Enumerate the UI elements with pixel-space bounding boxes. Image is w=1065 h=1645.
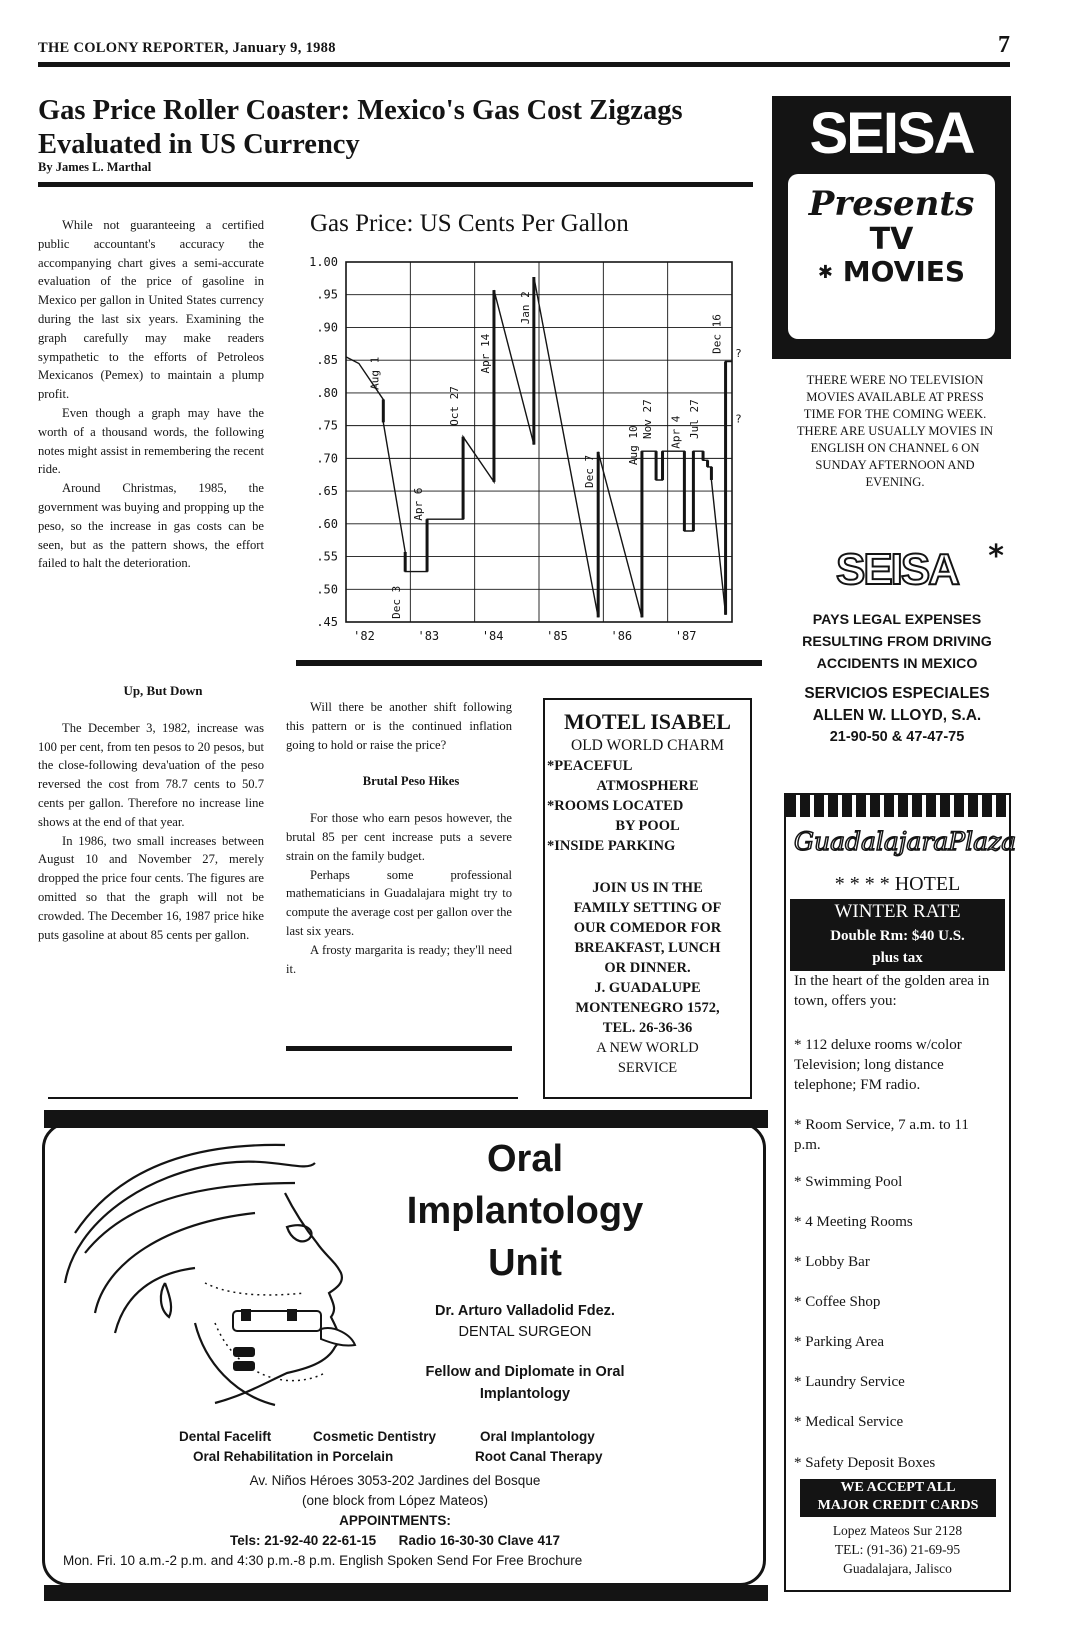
oral-implantology-ad xyxy=(42,1122,766,1586)
motel-invite-line: JOIN US IN THE xyxy=(592,880,703,896)
paragraph: Around Christmas, 1985, the government was buying and propping up the peso, so the increase in gas costs can be seen, but as the pattern shows, the effort failed to halt the deterioration. xyxy=(38,481,264,571)
guadalajara-plaza-ad xyxy=(784,793,1017,1592)
motel-invite-line: BREAKFAST, LUNCH xyxy=(574,940,721,956)
oral-hours: Mon. Fri. 10 a.m.-2 p.m. and 4:30 p.m.-8 p.m. English Spoken Send For Free Brochure xyxy=(63,1553,583,1568)
seisa-legal-ad xyxy=(784,539,1010,747)
oral-contact-block xyxy=(145,1471,645,1551)
hotel-address: Lopez Mateos Sur 2128 xyxy=(832,1523,963,1538)
tv-notice: THERE WERE NO TELEVISION MOVIES AVAILABLE AT PRESS TIME FOR THE COMING WEEK. THERE ARE USUALLY MOVIES IN ENGLISH ON CHANNEL 6 ON SUNDAY AFTERNOON AND EVENING. xyxy=(796,373,994,489)
masthead: THE COLONY REPORTER, January 9, 1988 xyxy=(38,40,336,56)
bunting-banner xyxy=(786,795,1009,817)
face-illustration xyxy=(55,1133,385,1433)
motel-closing-line: SERVICE xyxy=(617,1060,678,1076)
oral-phone: Tels: 21-92-40 22-61-15 xyxy=(230,1533,377,1548)
hotel-amenity: * Coffee Shop xyxy=(794,1294,881,1310)
y-tick-label: 1.00 xyxy=(309,255,338,269)
oral-title-3: Unit xyxy=(488,1242,562,1284)
y-tick-label: .80 xyxy=(316,385,338,400)
service-item: Dental Facelift xyxy=(179,1429,272,1444)
article-column-1b xyxy=(38,682,264,944)
seisa-tv-ad xyxy=(772,96,1011,359)
hotel-amenity: * Swimming Pool xyxy=(794,1174,903,1190)
article-column-1 xyxy=(38,216,264,573)
oral-appointments: APPOINTMENTS: xyxy=(339,1513,451,1528)
motel-invite-line: OR DINNER. xyxy=(604,960,691,976)
seisa-pays-legal: PAYS LEGAL EXPENSES RESULTING FROM DRIVING ACCIDENTS IN MEXICO xyxy=(802,612,992,672)
fellow-line-2: Implantology xyxy=(479,1386,571,1402)
date-annotation: Aug 10 xyxy=(626,425,640,466)
date-annotation: Nov 27 xyxy=(641,399,655,439)
oral-title-block xyxy=(375,1133,675,1289)
seisa-logo-text: SEISA xyxy=(835,545,959,594)
movies-text: MOVIES xyxy=(842,255,966,288)
date-annotation: Apr 14 xyxy=(478,333,492,374)
motel-address-line: MONTENEGRO 1572, xyxy=(575,1000,720,1016)
service-item: Cosmetic Dentistry xyxy=(313,1429,437,1444)
x-tick-label: '84 xyxy=(481,629,504,643)
doctor-specialty: DENTAL SURGEON xyxy=(458,1324,592,1340)
presents-panel xyxy=(788,174,995,339)
date-annotation: Jul 27 xyxy=(688,399,702,439)
tv-label: TV xyxy=(869,222,914,257)
hotel-stars: * * * * xyxy=(834,873,890,895)
hotel-city: Guadalajara, Jalisco xyxy=(843,1561,952,1576)
section-divider xyxy=(48,1097,518,1099)
column-end-rule xyxy=(286,1046,512,1051)
winter-rate-panel xyxy=(790,899,1005,971)
y-tick-label: .55 xyxy=(316,549,338,564)
y-tick-label: .95 xyxy=(316,287,338,302)
x-tick-label: '86 xyxy=(610,629,633,643)
service-item: Oral Implantology xyxy=(480,1429,595,1444)
doctor-name: Dr. Arturo Valladolid Fdez. xyxy=(435,1303,615,1319)
date-annotation: ? xyxy=(735,346,742,360)
hotel-tel: TEL: (91-36) 21-69-95 xyxy=(834,1542,961,1557)
paragraph: A frosty margarita is ready; they'll need it. xyxy=(286,942,512,976)
motel-feature: BY POOL xyxy=(615,818,680,834)
motel-invite-line: FAMILY SETTING OF xyxy=(573,900,722,916)
hotel-stars-line xyxy=(786,873,1009,896)
x-tick-label: '85 xyxy=(546,629,568,643)
chart-rule xyxy=(296,660,762,666)
hotel-logo: GuadalajaraPlaza xyxy=(794,827,1017,856)
fellow-line-1: Fellow and Diplomate in Oral xyxy=(425,1364,625,1380)
hotel-intro: In the heart of the golden area in town, offers you: xyxy=(794,973,990,1009)
subhead-brutal-peso-hikes: Brutal Peso Hikes xyxy=(362,774,460,789)
motel-feature: *PEACEFUL xyxy=(547,758,633,774)
paragraph: In 1986, two small increases between August 10 and November 27, merely dropped the price four cents. The figures are omitted so that the graph will not be crowded. The December 16, 1987 price hike puts gasoline at about 85 cents per gallon. xyxy=(38,833,264,942)
motel-tagline: OLD WORLD CHARM xyxy=(571,737,724,754)
paragraph: Even though a graph may have the worth of a thousand words, the following notes might assist in remembering the recent ride. xyxy=(38,405,264,477)
date-annotation: Dec 3 xyxy=(390,585,404,619)
gas-price-chart xyxy=(296,252,766,656)
seisa-logo: SEISA xyxy=(809,101,974,166)
motel-feature: *ROOMS LOCATED xyxy=(547,798,684,814)
motel-isabel-ad xyxy=(543,698,752,1099)
star-icon: ✱ xyxy=(817,262,834,283)
service-item: Oral Rehabilitation in Porcelain xyxy=(193,1449,394,1464)
oral-ad-bottom-bar xyxy=(44,1585,768,1601)
article-column-2 xyxy=(286,698,512,978)
date-annotation: Apr 6 xyxy=(412,487,426,521)
headline: Gas Price Roller Coaster: Mexico's Gas Cost Zigzags Evaluated in US Currency xyxy=(38,95,683,160)
paragraph: While not guaranteeing a certified public accountant's accuracy the accompanying chart gives a semi-accurate evaluation of the price of gasoline in Mexico per gallon in United States currency during the last six years. Examining the graph carefully may make readers sympathetic to the efforts of Petroleos Mexicanos (Pemex) to maintain a plump profit. xyxy=(38,218,264,402)
date-annotation: Apr 4 xyxy=(669,415,683,449)
oral-address: Av. Niños Héroes 3053-202 Jardines del Bosque xyxy=(249,1473,541,1488)
hotel-amenity: * 4 Meeting Rooms xyxy=(794,1214,913,1230)
date-annotation: Dec 16 xyxy=(710,314,724,354)
hotel-amenity: * Parking Area xyxy=(794,1334,884,1350)
paragraph: For those who earn pesos however, the brutal 85 per cent increase puts a severe strain on the family budget. xyxy=(286,811,512,863)
motel-name: MOTEL ISABEL xyxy=(564,709,731,734)
paragraph: Perhaps some professional mathematicians in Guadalajara might try to compute the average cost per gallon over the last six years. xyxy=(286,867,512,938)
date-annotation: Jan 2 xyxy=(518,291,532,325)
y-tick-label: .50 xyxy=(316,582,338,597)
hotel-amenity: * Laundry Service xyxy=(794,1374,905,1390)
masthead-rule xyxy=(38,62,1010,67)
x-tick-label: '82 xyxy=(353,629,375,643)
y-tick-label: .70 xyxy=(316,451,338,466)
fellow-block xyxy=(375,1361,675,1405)
motel-closing-line: A NEW WORLD xyxy=(596,1040,699,1056)
y-tick-label: .45 xyxy=(316,615,338,629)
page-number: 7 xyxy=(998,32,1010,58)
hotel-amenity: * Medical Service xyxy=(794,1414,904,1430)
motel-address-line: J. GUADALUPE xyxy=(594,980,701,996)
oral-title-2: Implantology xyxy=(406,1190,644,1232)
headline-rule xyxy=(38,182,753,187)
hotel-amenity: * 112 deluxe rooms w/color Television; long distance telephone; FM radio. xyxy=(794,1037,962,1093)
presents-script: Presents xyxy=(808,184,975,224)
doctor-block xyxy=(375,1301,675,1343)
chart-title: Gas Price: US Cents Per Gallon xyxy=(310,210,629,237)
hotel-amenity: * Safety Deposit Boxes xyxy=(794,1455,936,1471)
seisa-logo-outline xyxy=(784,539,1010,597)
motel-invite-line: OUR COMEDOR FOR xyxy=(573,920,722,936)
y-tick-label: .60 xyxy=(316,516,338,531)
oral-title-1: Oral xyxy=(486,1138,564,1180)
service-item: Root Canal Therapy xyxy=(475,1449,603,1464)
paragraph: Will there be another shift following this pattern or is the continued inflation going to hold or raise the price? xyxy=(286,700,512,752)
y-tick-label: .90 xyxy=(316,320,338,335)
hotel-label: HOTEL xyxy=(894,873,961,895)
y-tick-label: .75 xyxy=(316,418,338,433)
seisa-phones: 21-90-50 & 47-47-75 xyxy=(829,729,965,745)
date-annotation: Dec 7 xyxy=(583,454,597,489)
cards-line-2: MAJOR CREDIT CARDS xyxy=(817,1498,979,1513)
x-tick-label: '83 xyxy=(417,629,440,643)
byline: By James L. Marthal xyxy=(38,160,152,174)
movies-label xyxy=(788,256,995,289)
paragraph: The December 3, 1982, increase was 100 per cent, from ten pesos to 20 pesos, but the close-following deva'uation of the peso reversed the cost from 78.7 cents to 50.7 cents per gallon. Therefore no increase line shows at the end of that year. xyxy=(38,720,264,829)
rate-title: WINTER RATE xyxy=(834,901,961,922)
x-tick-label: '87 xyxy=(674,629,697,643)
hotel-amenity: * Lobby Bar xyxy=(794,1254,870,1270)
cards-line-1: WE ACCEPT ALL xyxy=(840,1480,956,1495)
seisa-company: SERVICIOS ESPECIALES ALLEN W. LLOYD, S.A. xyxy=(804,685,990,724)
y-tick-label: .65 xyxy=(316,484,338,499)
motel-phone: TEL. 26-36-36 xyxy=(602,1020,693,1036)
date-annotation: ? xyxy=(735,412,742,426)
motel-feature: ATMOSPHERE xyxy=(596,778,699,794)
hotel-amenity: * Room Service, 7 a.m. to 11 p.m. xyxy=(794,1117,969,1153)
rate-line-1: Double Rm: $40 U.S. xyxy=(830,928,965,944)
subhead-up-but-down: Up, But Down xyxy=(123,683,203,698)
motel-feature: *INSIDE PARKING xyxy=(547,838,676,854)
date-annotation: Oct 27 xyxy=(448,386,462,426)
credit-cards-panel xyxy=(800,1479,996,1517)
rate-line-2: plus tax xyxy=(872,950,923,966)
oral-radio: Radio 16-30-30 Clave 417 xyxy=(398,1533,560,1548)
oral-address-note: (one block from López Mateos) xyxy=(301,1493,489,1508)
date-annotation: Aug 1 xyxy=(368,356,382,390)
hotel-address-block xyxy=(786,1521,1009,1578)
asterisk-icon: * xyxy=(988,539,1004,574)
oral-tels xyxy=(145,1531,645,1551)
y-tick-label: .85 xyxy=(316,353,338,368)
